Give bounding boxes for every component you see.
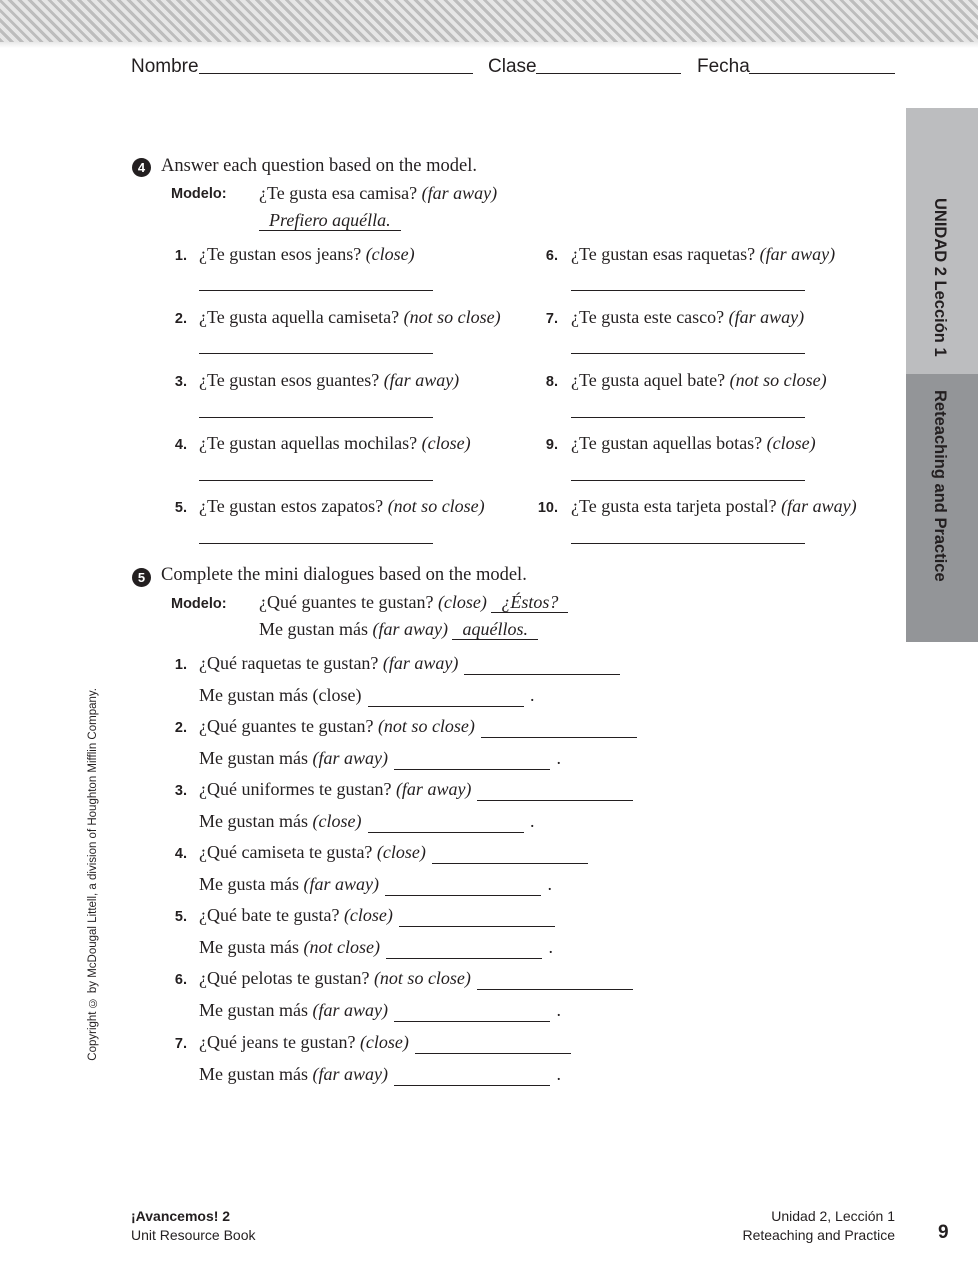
item-question [571,370,827,391]
side-tab-unit [906,108,978,374]
response-text: Me gusta más [199,874,299,894]
nombre-field[interactable] [199,73,473,74]
question-text: ¿Te gustan esas raquetas? [571,244,756,264]
item-number: 9. [545,437,558,453]
response-hint: (far away) [312,748,388,768]
dialogue-question [199,779,633,801]
dialogue-response [199,937,553,959]
dialogue-response [199,748,561,770]
question-text: ¿Qué pelotas te gustan? [199,968,370,988]
question-hint: (not so close) [729,370,827,390]
question-hint: (close) [365,244,415,264]
question-text: ¿Te gustan aquellas mochilas? [199,433,418,453]
answer-line[interactable] [481,716,637,738]
item-number: 3. [174,783,187,799]
question-hint: (far away) [759,244,836,264]
item-number: 7. [174,1036,187,1052]
period: . [547,874,552,894]
response-text: Me gustan más [199,1000,308,1020]
question-hint: (far away) [728,307,805,327]
answer-line[interactable] [464,653,620,675]
question-hint: (close) [766,433,816,453]
side-tab-section [906,374,978,642]
question-text: ¿Qué camiseta te gusta? [199,842,373,862]
item-question [571,244,835,265]
question-text: ¿Te gusta este casco? [571,307,725,327]
item-number: 1. [174,248,187,264]
response-text: Me gustan más [199,1064,308,1084]
answer-line[interactable] [385,874,541,896]
response-text: Me gustan más [199,811,308,831]
response-hint: (not close) [303,937,380,957]
question-text: ¿Qué jeans te gustan? [199,1032,356,1052]
answer-line[interactable] [394,1000,550,1022]
question-hint: (not so close) [377,716,475,736]
activity-4-model-answer [259,210,401,231]
answer-line[interactable] [368,811,524,833]
nombre-label: Nombre [131,56,199,77]
side-tab-section-label: Reteaching and Practice [931,390,949,582]
period: . [529,811,535,831]
item-number: 2. [174,720,187,736]
question-hint: (far away) [382,653,459,673]
item-question [199,433,471,454]
response-text: Me gusta más [199,937,299,957]
question-text: ¿Qué uniformes te gustan? [199,779,392,799]
question-text: ¿Qué raquetas te gustan? [199,653,379,673]
dialogue-response [199,874,552,896]
question-hint: (close) [343,905,393,925]
question-text: ¿Te gustan esos guantes? [199,370,380,390]
model-answer-text: aquéllos. [452,619,538,640]
item-number: 4. [174,437,187,453]
answer-line[interactable] [415,1032,571,1054]
response-hint: (far away) [312,1064,388,1084]
question-hint: (close) [359,1032,409,1052]
answer-line[interactable] [571,290,805,291]
dialogue-question [199,716,637,738]
item-question [571,307,804,328]
model-hint: (close) [437,592,487,612]
footer-unit: Unidad 2, Lección 1 [771,1208,895,1224]
item-number: 10. [537,500,558,516]
model-response-text: Me gustan más [259,619,368,639]
answer-line[interactable] [199,290,433,291]
activity-4-badge: 4 [132,158,151,177]
model-hint: (far away) [372,619,448,639]
item-question [571,433,816,454]
decorative-banner [0,0,978,43]
activity-5-badge: 5 [132,568,151,587]
dialogue-question [199,968,633,990]
question-text: ¿Te gustan esos jeans? [199,244,362,264]
item-number: 6. [174,972,187,988]
model-hint: (far away) [421,183,498,203]
response-hint: (far away) [303,874,379,894]
question-text: ¿Te gusta esta tarjeta postal? [571,496,777,516]
answer-line[interactable] [394,748,550,770]
period: . [556,1000,561,1020]
footer-book-subtitle: Unit Resource Book [131,1227,256,1243]
question-hint: (far away) [395,779,472,799]
item-question [571,496,857,517]
answer-line[interactable] [571,353,805,354]
response-hint: (close) [312,811,362,831]
fecha-field[interactable] [749,73,895,74]
activity-5-modelo-label: Modelo: [171,596,227,612]
item-question [199,370,459,391]
answer-line[interactable] [432,842,588,864]
period: . [556,748,561,768]
clase-label: Clase [488,56,537,77]
question-text: ¿Te gustan estos zapatos? [199,496,384,516]
dialogue-response [199,811,534,833]
answer-line[interactable] [571,417,805,418]
activity-4-model-question [259,183,497,204]
question-text: ¿Te gusta aquella camiseta? [199,307,400,327]
model-answer-text: Prefiero aquélla. [259,210,401,231]
activity-4-instruction: Answer each question based on the model. [161,156,477,176]
answer-line[interactable] [199,417,433,418]
dialogue-response [199,1064,561,1086]
answer-line[interactable] [199,353,433,354]
item-question [199,307,501,328]
item-question [199,244,415,265]
model-answer-text: ¿Éstos? [491,592,568,613]
answer-line[interactable] [394,1064,550,1086]
footer-book-title: ¡Avancemos! 2 [131,1208,231,1224]
clase-field[interactable] [536,73,681,74]
activity-5-model-response [259,619,538,640]
dialogue-question [199,905,555,927]
item-number: 3. [174,374,187,390]
model-question-text: ¿Qué guantes te gustan? [259,592,434,612]
copyright-notice: Copyright © by McDougal Littell, a division of Houghton Mifflin Company. [87,688,99,1061]
question-hint: (not so close) [403,307,501,327]
item-number: 4. [174,846,187,862]
question-text: ¿Qué guantes te gustan? [199,716,374,736]
question-hint: (far away) [781,496,857,516]
answer-line[interactable] [386,937,542,959]
dialogue-response [199,685,534,707]
answer-line[interactable] [199,480,433,481]
answer-line[interactable] [477,968,633,990]
fecha-label: Fecha [697,56,750,77]
dialogue-question [199,653,620,675]
page-number: 9 [938,1222,949,1243]
answer-line[interactable] [368,685,524,707]
item-number: 2. [174,311,187,327]
item-number: 8. [545,374,558,390]
answer-line[interactable] [399,905,555,927]
item-number: 5. [174,909,187,925]
question-hint: (close) [421,433,471,453]
dialogue-response [199,1000,561,1022]
item-number: 7. [545,311,558,327]
question-hint: (far away) [383,370,460,390]
question-hint: (close) [376,842,426,862]
item-number: 1. [174,657,187,673]
side-tab-unit-label: UNIDAD 2 Lección 1 [931,198,949,357]
question-text: ¿Qué bate te gusta? [199,905,340,925]
question-text: ¿Te gustan aquellas botas? [571,433,763,453]
response-text: Me gustan más (close) [199,685,362,705]
activity-4-modelo-label: Modelo: [171,186,227,202]
dialogue-question [199,842,588,864]
item-number: 5. [174,500,187,516]
question-hint: (not so close) [387,496,485,516]
item-number: 6. [545,248,558,264]
dialogue-question [199,1032,571,1054]
response-text: Me gustan más [199,748,308,768]
period: . [548,937,553,957]
activity-5-model-question [259,592,568,613]
question-text: ¿Te gusta aquel bate? [571,370,726,390]
question-hint: (not so close) [373,968,471,988]
activity-5-instruction: Complete the mini dialogues based on the model. [161,565,527,585]
model-question-text: ¿Te gusta esa camisa? [259,183,418,203]
answer-line[interactable] [199,543,433,544]
period: . [529,685,535,705]
answer-line[interactable] [571,543,805,544]
response-hint: (far away) [312,1000,388,1020]
footer-section: Reteaching and Practice [742,1227,895,1243]
period: . [556,1064,561,1084]
answer-line[interactable] [477,779,633,801]
item-question [199,496,485,517]
answer-line[interactable] [571,480,805,481]
